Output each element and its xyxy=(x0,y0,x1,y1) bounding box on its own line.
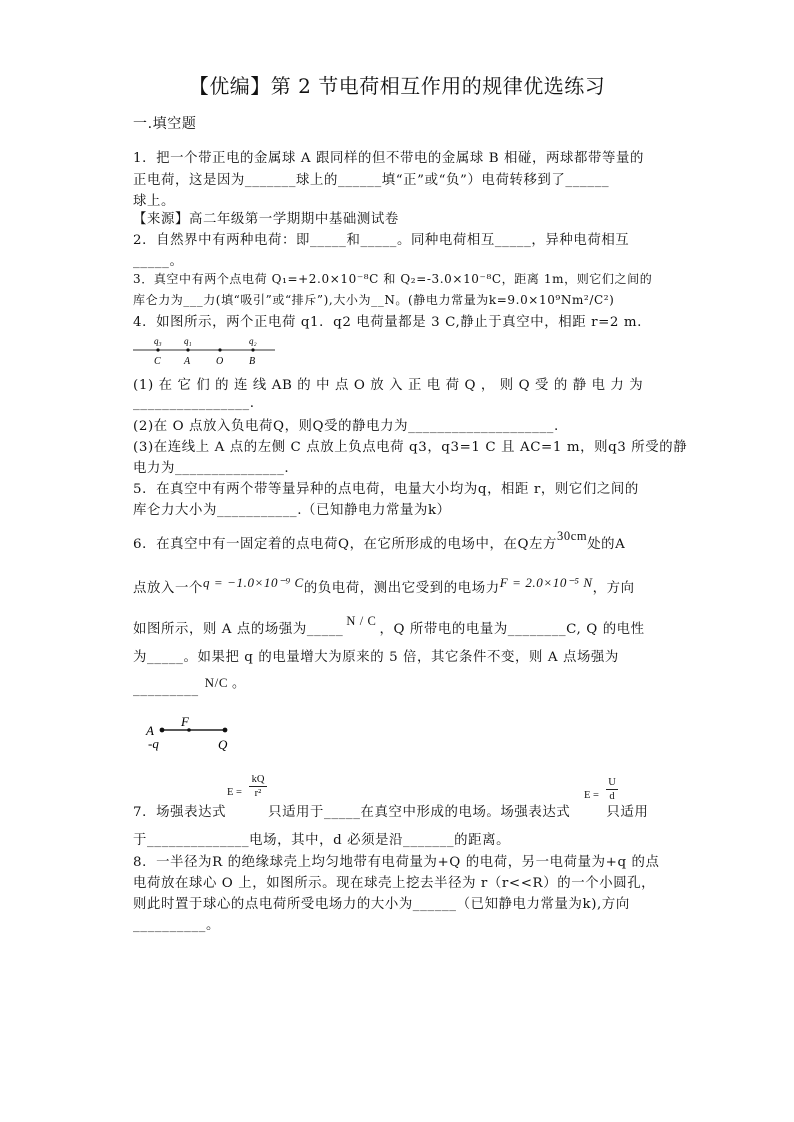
q7-formula-2-den: d xyxy=(609,791,615,802)
q7-line-2: 于______________电场，其中，d 必须是沿_______的距离。 xyxy=(133,833,511,848)
q8-line-3: 则此时置于球心的点电荷所受电场力的大小为______（已知静电力常量为k),方向 xyxy=(133,897,630,912)
q6-distance: 30cm xyxy=(557,529,588,543)
q6-answer-unit: N/C 。 xyxy=(204,675,246,690)
q1-line-2: 正电荷，这是因为_______球上的______填“正”或“负”）电荷转移到了______ xyxy=(133,173,610,188)
page-title: 【优编】第 2 节电荷相互作用的规律优选练习 xyxy=(188,74,606,98)
q8-line-1: 8．一半径为R 的绝缘球壳上均匀地带有电荷量为+Q 的电荷，另一电荷量为+q 的点 xyxy=(133,855,660,870)
q4-part1-line-1: (1) 在 它 们 的 连 线 AB 的 中 点 O 放 入 正 电 荷 Q ， 则 Q 受 的 静 电 力 为 xyxy=(133,378,644,393)
q6-line-1-text: 6．在真空中有一固定着的点电荷Q，在它所形成的电场中，在Q左方 xyxy=(133,537,558,552)
q2-line-1: 2．自然界中有两种电荷：即_____和_____。同种电荷相互_____，异种电荷相互 xyxy=(133,233,630,248)
section-heading: 一.填空题 xyxy=(133,116,197,132)
q7-formula-1-lhs: E = xyxy=(227,787,242,798)
q6-charge-value: q = −1.0×10⁻⁹ C xyxy=(202,575,304,590)
q1-line-1: 1．把一个带正电的金属球 A 跟同样的但不带电的金属球 B 相碰，两球都带等量的 xyxy=(133,151,644,166)
q6-label-f: F xyxy=(181,714,189,729)
q7-line-1-mid: 只适用于_____在真空中形成的电场。场强表达式 xyxy=(268,805,571,820)
q3-line-2: 库仑力为___力(填“吸引”或“排斥”),大小为__N。(静电力常量为k=9.0×10⁹Nm²/C²) xyxy=(133,293,615,307)
q6-label-q: Q xyxy=(218,737,228,752)
q6-label-neg-q: -q xyxy=(148,736,159,751)
q7-line-1 xyxy=(133,801,648,820)
q6-point-q xyxy=(223,728,228,733)
q2-line-2: _____。 xyxy=(133,254,184,269)
q8-line-2: 电荷放在球心 O 上，如图所示。现在球壳上挖去半径为 r（r<<R）的一个小圆孔， xyxy=(133,876,656,891)
q4-label-q3: q₃ xyxy=(154,336,162,346)
q4-point-c xyxy=(156,348,159,351)
q4-part2: (2)在 O 点放入负电荷Q，则Q受的静电力为____________________. xyxy=(133,419,559,434)
q6-force-value: F = 2.0×10⁻⁵ N xyxy=(499,575,593,590)
q5-line-2: 库仑力大小为___________.（已知静电力常量为k） xyxy=(133,503,451,518)
q5-line-1: 5．在真空中有两个带等量异种的点电荷，电量大小均为q，相距 r，则它们之间的 xyxy=(133,482,639,497)
q6-point-a xyxy=(160,728,165,733)
q7-line-1-end: 只适用 xyxy=(606,805,649,820)
q1-line-3: 球上。 xyxy=(133,194,175,209)
q4-part3-line-2: 电力为_______________. xyxy=(133,461,290,476)
q4-part1-line-2: ________________. xyxy=(133,396,255,411)
q6-field-figure xyxy=(140,710,250,756)
q4-label-q2: q₂ xyxy=(249,336,257,346)
q4-part3-line-1: (3)在连线上 A 点的左侧 C 点放上负点电荷 q3，q3=1 C 且 AC=1 m，则q3 所受的静 xyxy=(133,440,688,455)
q6-line-3-end: ，Q 所带电的电量为________C, Q 的电性 xyxy=(379,622,645,637)
q4-point-o xyxy=(218,348,221,351)
q6-line-3-text: 如图所示，则 A 点的场强为_____ xyxy=(133,622,344,637)
q4-label-q1: q₁ xyxy=(184,336,192,346)
q6-line-2-text: 点放入一个 xyxy=(133,581,203,596)
q4-label-b: B xyxy=(249,356,256,367)
q7-formula-2-lhs: E = xyxy=(584,790,599,801)
q4-charge-line-figure xyxy=(133,333,283,369)
q4-label-a: A xyxy=(184,356,191,367)
q6-answer-blank: _________ xyxy=(133,682,199,697)
q4-label-c: C xyxy=(154,356,161,367)
q8-line-4: __________。 xyxy=(133,918,220,933)
q6-unit: N / C xyxy=(346,614,377,628)
q7-line-1-text: 7．场强表达式 xyxy=(133,805,227,820)
q6-line-2-end: ，方向 xyxy=(592,581,635,596)
q6-line-2 xyxy=(133,577,635,596)
q4-point-a xyxy=(186,348,189,351)
q4-point-b xyxy=(251,348,254,351)
q7-formula-1-den: r² xyxy=(254,788,262,799)
q3-line-1: 3．真空中有两个点电荷 Q₁=+2.0×10⁻⁸C 和 Q₂=-3.0×10⁻⁸C，距离 1m，则它们之间的 xyxy=(133,272,653,286)
q6-label-a: A xyxy=(146,723,154,738)
q6-line-5 xyxy=(133,675,246,697)
source-note: 【来源】高二年级第一学期期中基础测试卷 xyxy=(133,212,399,227)
q6-line-4: 为_____。如果把 q 的电量增大为原来的 5 倍，其它条件不变，则 A 点场强为 xyxy=(133,650,619,665)
q7-formula-2-num: U xyxy=(608,777,616,788)
q7-formula-1-num: kQ xyxy=(251,774,265,785)
q6-line-2-mid: 的负电荷，测出它受到的电场力 xyxy=(303,581,500,596)
q6-line-3 xyxy=(133,614,645,637)
q4-intro: 4．如图所示，两个正电荷 q1．q2 电荷量都是 3 C,静止于真空中，相距 r=2 m. xyxy=(133,315,643,330)
q4-label-o: O xyxy=(216,356,224,367)
q6-line-1-end: 处的A xyxy=(587,537,626,552)
q6-line-1 xyxy=(133,529,626,552)
